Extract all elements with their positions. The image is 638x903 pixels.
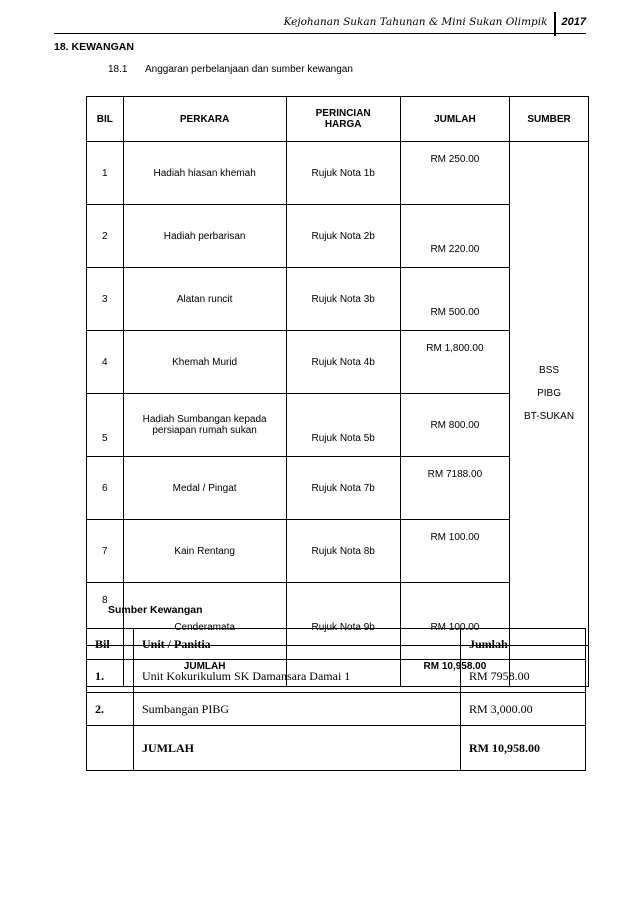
row-perkara-line1: Hadiah Sumbangan kepada xyxy=(142,414,267,425)
row-jumlah: RM 100.00 xyxy=(400,520,509,583)
row-perkara xyxy=(123,394,286,457)
header-perincian-line1: PERINCIAN xyxy=(315,108,371,119)
row-perkara: Medal / Pingat xyxy=(123,457,286,520)
funding-header-row xyxy=(87,629,586,660)
sub-section-number: 18.1 xyxy=(108,64,128,75)
header-perkara: PERKARA xyxy=(123,97,286,142)
row-perincian: Rujuk Nota 5b xyxy=(286,394,400,457)
funding-row-unit: Sumbangan PIBG xyxy=(134,693,461,726)
row-jumlah: RM 800.00 xyxy=(400,394,509,457)
funding-row-jumlah: RM 7958.00 xyxy=(461,660,586,693)
row-jumlah: RM 100.00 xyxy=(400,583,509,646)
row-bil: 4 xyxy=(87,331,124,394)
row-jumlah: RM 7188.00 xyxy=(400,457,509,520)
sumber-pibg: PIBG xyxy=(537,388,561,399)
row-perkara: Hadiah hiasan khemah xyxy=(123,142,286,205)
funding-total-row xyxy=(87,726,586,771)
funding-title: Sumber Kewangan xyxy=(108,604,203,616)
row-perincian: Rujuk Nota 8b xyxy=(286,520,400,583)
header-perincian xyxy=(286,97,400,142)
row-jumlah: RM 500.00 xyxy=(400,268,509,331)
row-perkara: Alatan runcit xyxy=(123,268,286,331)
row-perincian: Rujuk Nota 7b xyxy=(286,457,400,520)
funding-total-label: JUMLAH xyxy=(134,726,461,771)
sumber-bss: BSS xyxy=(539,365,560,376)
budget-table xyxy=(86,96,589,687)
row-jumlah: RM 1,800.00 xyxy=(400,331,509,394)
row-perkara: Hadiah perbarisan xyxy=(123,205,286,268)
sub-section-text: Anggaran perbelanjaan dan sumber kewangan xyxy=(145,64,353,75)
funding-total-empty xyxy=(87,726,134,771)
funding-header-jumlah: Jumlah xyxy=(461,629,586,660)
total-label: JUMLAH xyxy=(123,646,286,687)
row-bil: 8 xyxy=(87,583,124,646)
funding-header-unit: Unit / Panitia xyxy=(134,629,461,660)
row-perincian: Rujuk Nota 1b xyxy=(286,142,400,205)
header-perincian-line2: HARGA xyxy=(324,119,362,130)
header-jumlah: JUMLAH xyxy=(400,97,509,142)
row-bil: 6 xyxy=(87,457,124,520)
table-row xyxy=(87,142,589,205)
row-bil: 7 xyxy=(87,520,124,583)
header-rule xyxy=(54,33,586,34)
row-jumlah: RM 220.00 xyxy=(400,205,509,268)
row-bil: 5 xyxy=(87,394,124,457)
row-bil: 3 xyxy=(87,268,124,331)
funding-total-value: RM 10,958.00 xyxy=(461,726,586,771)
header-title: Kejohanan Sukan Tahunan & Mini Sukan Olimpik xyxy=(283,16,548,28)
sub-section-title xyxy=(108,64,353,75)
budget-header-row xyxy=(87,97,589,142)
sumber-cell xyxy=(510,142,589,646)
row-perkara: Cenderamata xyxy=(123,583,286,646)
funding-row-bil: 1. xyxy=(87,660,134,693)
funding-row-bil: 2. xyxy=(87,693,134,726)
row-bil: 1 xyxy=(87,142,124,205)
row-perincian: Rujuk Nota 4b xyxy=(286,331,400,394)
row-perincian: Rujuk Nota 9b xyxy=(286,583,400,646)
funding-header-bil: Bil xyxy=(87,629,134,660)
row-perkara: Kain Rentang xyxy=(123,520,286,583)
page-header xyxy=(284,12,586,32)
total-value: RM 10,958.00 xyxy=(400,646,509,687)
row-perkara: Khemah Murid xyxy=(123,331,286,394)
table-row xyxy=(87,660,586,693)
row-perincian: Rujuk Nota 2b xyxy=(286,205,400,268)
table-row xyxy=(87,693,586,726)
row-bil: 2 xyxy=(87,205,124,268)
header-sumber: SUMBER xyxy=(510,97,589,142)
funding-row-unit: Unit Kokurikulum SK Damansara Damai 1 xyxy=(134,660,461,693)
row-perincian: Rujuk Nota 3b xyxy=(286,268,400,331)
section-title: 18. KEWANGAN xyxy=(54,41,134,53)
row-jumlah: RM 250.00 xyxy=(400,142,509,205)
header-year: 2017 xyxy=(561,16,586,28)
header-bil: BIL xyxy=(87,97,124,142)
funding-table xyxy=(86,628,586,771)
row-perkara-line2: persiapan rumah sukan xyxy=(152,425,257,436)
sumber-bt-sukan: BT-SUKAN xyxy=(524,411,575,422)
funding-row-jumlah: RM 3,000.00 xyxy=(461,693,586,726)
